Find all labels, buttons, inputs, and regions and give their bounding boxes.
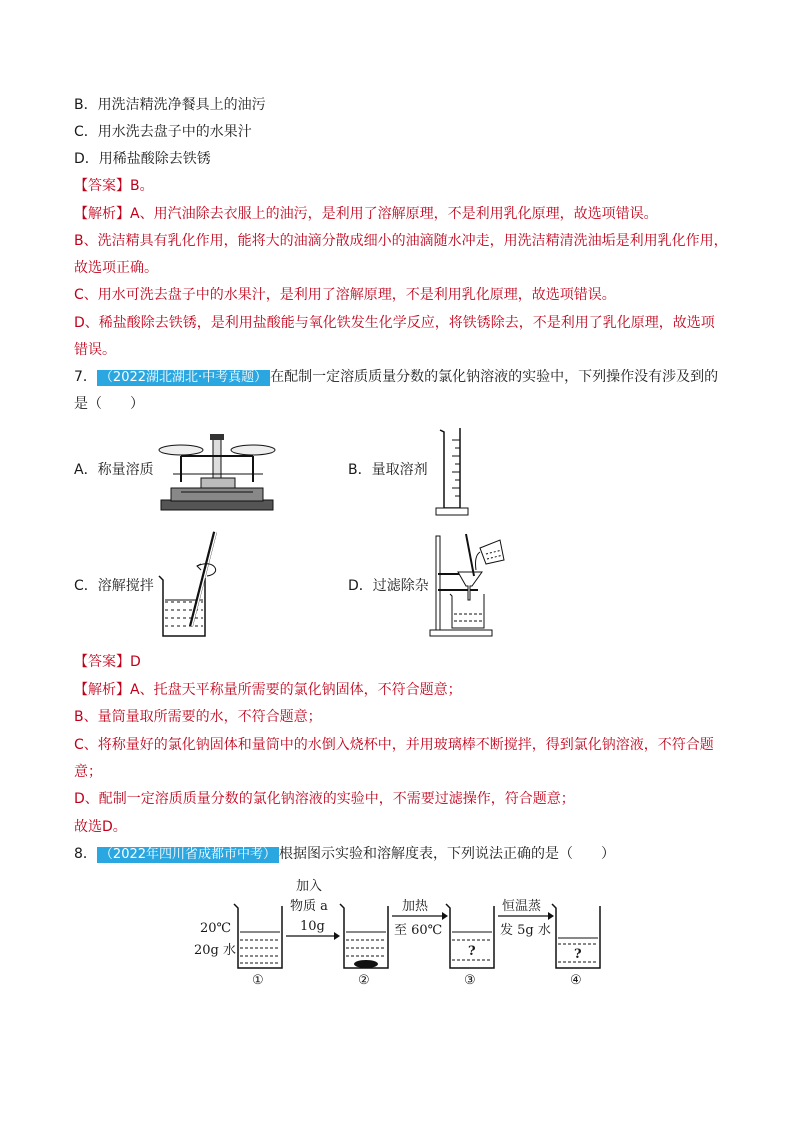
step-1: ① bbox=[252, 973, 264, 988]
analysis-label: 【解析】 bbox=[74, 682, 130, 698]
arrow1-line2: 物质 a bbox=[290, 899, 328, 914]
q7-stem-line1 bbox=[74, 368, 718, 386]
q6-option-b: B．用洗洁精洗净餐具上的油污 bbox=[74, 97, 266, 113]
arrow1-line1: 加入 bbox=[296, 879, 323, 894]
arrow2-line2: 至 60℃ bbox=[394, 923, 443, 938]
stem-text: 在配制一定溶质质量分数的氯化钠溶液的实验中，下列操作没有涉及到的 bbox=[270, 369, 719, 385]
q7-answer bbox=[74, 653, 141, 671]
undissolved-solid bbox=[354, 960, 378, 968]
q6-answer bbox=[74, 177, 154, 195]
q7-option-b: B．量取溶剂 bbox=[348, 462, 428, 478]
measuring-cylinder-image bbox=[432, 426, 472, 518]
answer-value: D bbox=[130, 654, 141, 670]
arrow1-line3: 10g bbox=[300, 919, 325, 934]
step-4: ④ bbox=[570, 973, 582, 988]
arrow2-line1: 加热 bbox=[402, 899, 429, 914]
q7-option-c: C．溶解搅拌 bbox=[74, 578, 154, 594]
q8-experiment-diagram bbox=[190, 872, 610, 992]
analysis-text: A、托盘天平称量所需要的氯化钠固体，不符合题意； bbox=[130, 682, 462, 698]
q6-analysis-c: C、用水可洗去盘子中的水果汁，是利用了溶解原理，不是利用乳化原理，故选项错误。 bbox=[74, 287, 616, 303]
q6-analysis-d2: 错误。 bbox=[74, 342, 116, 358]
filtration-apparatus-image bbox=[428, 532, 508, 640]
balance-scale-image bbox=[155, 430, 280, 515]
step-2: ② bbox=[358, 973, 370, 988]
analysis-label: 【解析】 bbox=[74, 206, 130, 222]
arrow3-line2: 发 5g 水 bbox=[500, 923, 551, 938]
answer-label: 【答案】 bbox=[74, 654, 130, 670]
q7-analysis-d: D、配制一定溶质质量分数的氯化钠溶液的实验中，不需要过滤操作，符合题意； bbox=[74, 791, 575, 807]
q7-conclusion: 故选D。 bbox=[74, 819, 127, 835]
analysis-text: A、用汽油除去衣服上的油污，是利用了溶解原理，不是利用乳化原理，故选项错误。 bbox=[130, 206, 658, 222]
q7-analysis-b: B、量筒量取所需要的水，不符合题意； bbox=[74, 709, 322, 725]
answer-label: 【答案】 bbox=[74, 178, 130, 194]
q7-option-d: D．过滤除杂 bbox=[348, 578, 429, 594]
question-number: 8． bbox=[74, 846, 97, 862]
q6-option-c: C．用水洗去盘子中的水果汁 bbox=[74, 124, 252, 140]
q7-option-a: A．称量溶质 bbox=[74, 462, 154, 478]
q6-analysis-a bbox=[74, 205, 658, 223]
step-3: ③ bbox=[464, 973, 476, 988]
q8-stem bbox=[74, 845, 615, 863]
beaker4-question: ? bbox=[574, 947, 582, 962]
q7-analysis-c1: C、将称量好的氯化钠固体和量筒中的水倒入烧杯中，并用玻璃棒不断搅拌，得到氯化钠溶液，不符合题 bbox=[74, 737, 714, 753]
arrow3-line1: 恒温蒸 bbox=[502, 899, 542, 914]
q6-analysis-d1: D、稀盐酸除去铁锈，是利用盐酸能与氧化铁发生化学反应，将铁锈除去，不是利用了乳化原理，故选项 bbox=[74, 315, 715, 331]
q6-analysis-b2: 故选项正确。 bbox=[74, 260, 158, 276]
question-number: 7． bbox=[74, 369, 97, 385]
q7-analysis-c2: 意； bbox=[74, 764, 102, 780]
source-tag: （2022湖北湖北·中考真题） bbox=[97, 370, 270, 386]
q7-stem-line2: 是（ ） bbox=[74, 396, 144, 412]
beaker-2 bbox=[340, 904, 388, 968]
q7-analysis-a bbox=[74, 681, 462, 699]
beaker-stirring-image bbox=[155, 530, 235, 642]
beaker3-question: ? bbox=[468, 944, 476, 959]
stem-text: 根据图示实验和溶解度表，下列说法正确的是（ ） bbox=[279, 846, 616, 862]
beaker1-temp: 20℃ bbox=[200, 921, 232, 936]
q6-analysis-b1: B、洗洁精具有乳化作用，能将大的油滴分散成细小的油滴随水冲走，用洗洁精清洗油垢是利用乳化作用， bbox=[74, 233, 728, 249]
beaker1-water: 20g 水 bbox=[194, 943, 236, 958]
answer-value: B。 bbox=[130, 178, 154, 194]
source-tag: （2022年四川省成都市中考） bbox=[97, 847, 279, 863]
q6-option-d: D．用稀盐酸除去铁锈 bbox=[74, 151, 211, 167]
beaker-1 bbox=[234, 904, 282, 968]
